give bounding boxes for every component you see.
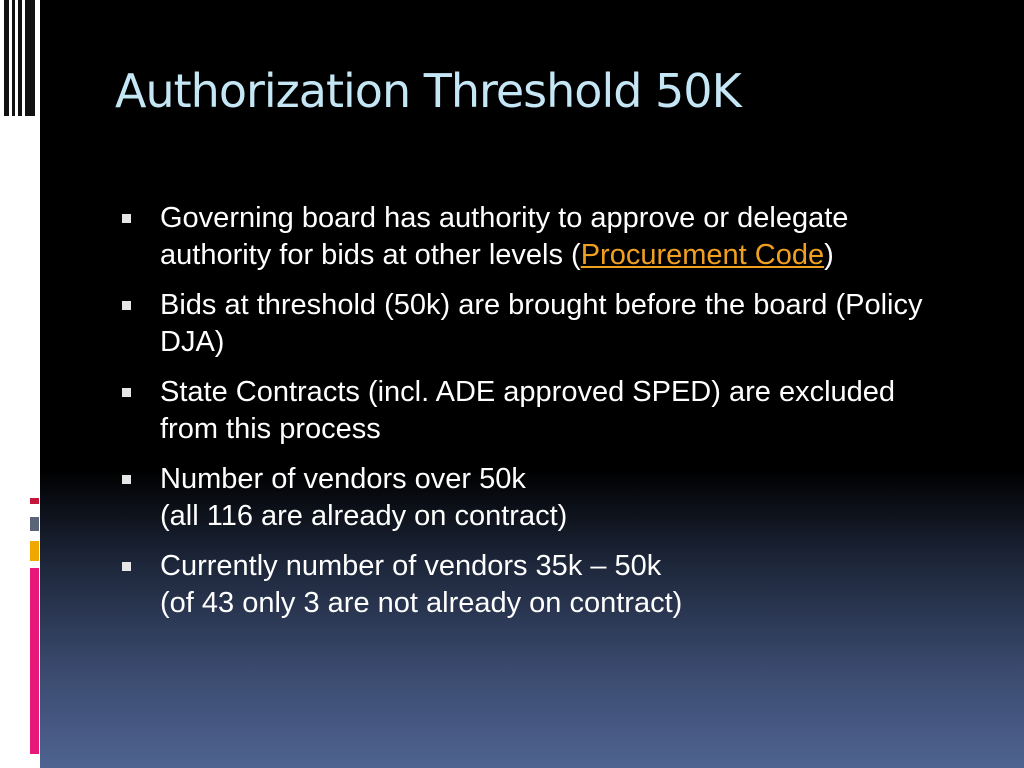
bullet-text: Currently number of vendors 35k – 50k [160, 550, 662, 582]
bullet-item [122, 461, 942, 535]
bullet-item [122, 548, 942, 622]
decorative-accent-yellow [30, 541, 39, 561]
square-bullet-icon [122, 301, 131, 310]
bullet-item [122, 374, 942, 448]
bullet-subtext: (all 116 are already on contract) [160, 500, 568, 532]
decorative-accent-gray [30, 517, 39, 531]
slide-title: Authorization Threshold 50K [115, 64, 741, 118]
left-decorative-band [0, 0, 40, 768]
square-bullet-icon [122, 475, 131, 484]
decorative-accent-pink [30, 568, 39, 754]
bullet-text: Governing board has authority to approve or delegate authority for bids at other levels ( [160, 202, 849, 271]
square-bullet-icon [122, 214, 131, 223]
bullet-subtext: (of 43 only 3 are not already on contract) [160, 587, 683, 619]
bullet-item [122, 200, 942, 274]
bullet-text: Bids at threshold (50k) are brought before the board (Policy DJA) [160, 289, 923, 358]
decorative-accent-red [30, 498, 39, 504]
bullet-text: ) [824, 239, 834, 271]
bullet-list [122, 200, 942, 635]
square-bullet-icon [122, 562, 131, 571]
decorative-bar [25, 0, 35, 116]
decorative-bar [4, 0, 9, 116]
bullet-item [122, 287, 942, 361]
bullet-text: State Contracts (incl. ADE approved SPED) are excluded from this process [160, 376, 896, 445]
decorative-bar [18, 0, 22, 116]
decorative-bar [12, 0, 15, 116]
square-bullet-icon [122, 388, 131, 397]
bullet-text: Number of vendors over 50k [160, 463, 526, 495]
procurement-code-link[interactable]: Procurement Code [580, 239, 825, 271]
